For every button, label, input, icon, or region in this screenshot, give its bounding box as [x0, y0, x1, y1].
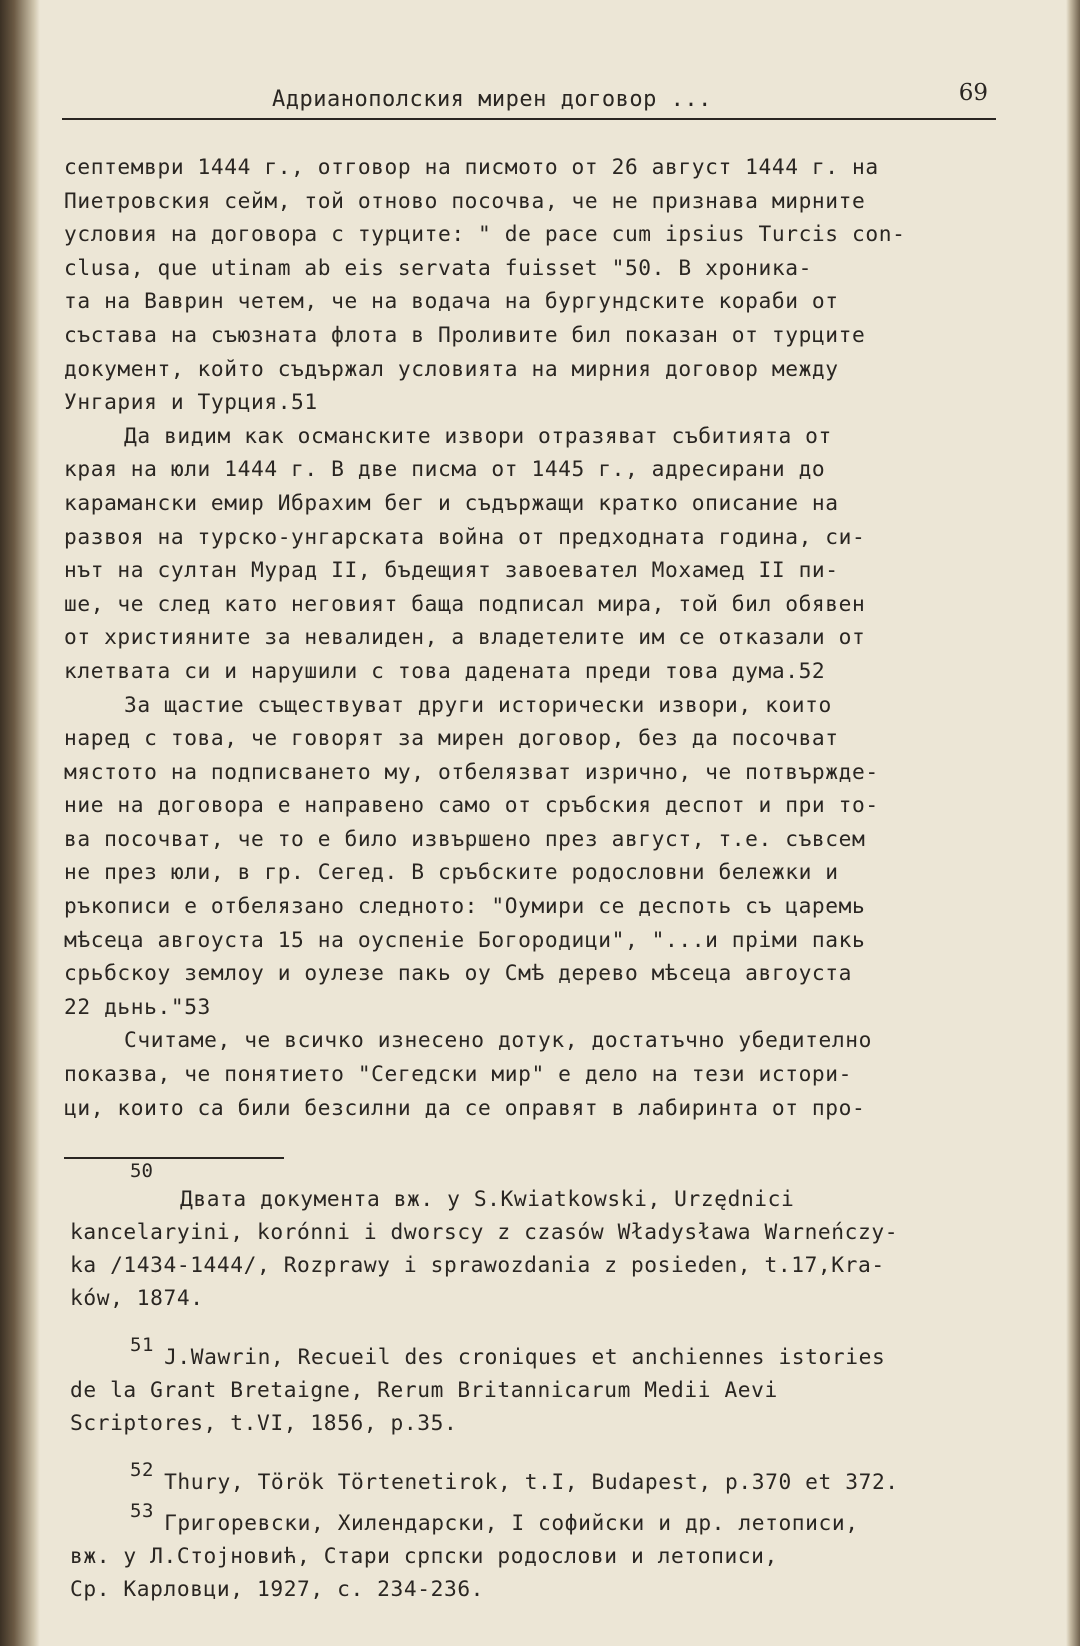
- footnote-53: [70, 1500, 1020, 1605]
- page-binding-shadow: [0, 0, 40, 1646]
- text-line: мястото на подписването му, отбелязват изрично, че потвържде-: [64, 758, 879, 784]
- text-line: карамански емир Ибрахим бег и съдържащи кратко описание на: [64, 489, 839, 515]
- footnotes: [70, 1160, 1020, 1605]
- text-line: клетвата си и нарушили с това дадената преди това дума.52: [64, 657, 826, 683]
- text-line: наред с това, че говорят за мирен договор, без да посочват: [64, 725, 839, 751]
- footnote-number: 50: [130, 1160, 153, 1182]
- text-line: Унгария и Турция.51: [64, 389, 318, 415]
- text-line: показва, че понятието "Сегедски мир" е дело на тези истори-: [64, 1061, 853, 1087]
- text-line: clusa, que utinam ab eis servata fuisset "50. В хроника-: [64, 254, 812, 280]
- footnote-line: Григоревски, Хилендарски, I софийски и др. летописи,: [164, 1510, 859, 1535]
- footnote-52: [70, 1459, 1020, 1498]
- text-line: ние на договора е направено само от сръбския деспот и при то-: [64, 792, 879, 818]
- text-line: септември 1444 г., отговор на писмото от 26 август 1444 г. на: [64, 154, 879, 179]
- text-line: ци, които са били безсилни да се оправят в лабиринта от про-: [64, 1094, 866, 1120]
- footnote-line: ka /1434-1444/, Rozprawy i sprawozdania z posieden, t.17,Kra-: [70, 1252, 885, 1277]
- text-line: края на юли 1444 г. В две писма от 1445 г., адресирани до: [64, 456, 826, 482]
- footnote-line: Scriptores, t.VI, 1856, p.35.: [70, 1410, 458, 1435]
- footnote-line: de la Grant Bretaigne, Rerum Britannicarum Medii Aevi: [70, 1377, 778, 1402]
- footnote-50: [70, 1160, 1020, 1314]
- footnote-line: Двата документа вж. у S.Kwiatkowski, Urzędnici: [180, 1186, 795, 1211]
- footnote-number: 53: [130, 1500, 155, 1522]
- text-line: нът на султан Мурад II, бъдещият завоевател Мохамед II пи-: [64, 557, 839, 583]
- footnote-number: 52: [130, 1459, 155, 1481]
- text-line: Да видим как османските извори отразяват събитията от: [124, 422, 832, 448]
- page-edge-shadow: [1066, 0, 1080, 1646]
- running-title: Адрианополския мирен договор ...: [272, 87, 712, 112]
- text-line: срьбскоу землоу и оулезе пакь оу Смѣ дерево мѣсеца авгоуста: [64, 960, 853, 986]
- footnote-51: [70, 1334, 1020, 1439]
- body-text: [64, 150, 1008, 1124]
- footnote-number: 51: [130, 1334, 155, 1356]
- text-line: ръкописи е отбелязано следното: "Оумири се деспоть съ царемь: [64, 893, 866, 919]
- running-head: [62, 80, 996, 120]
- text-line: не през юли, в гр. Сегед. В сръбските родословни бележки и: [64, 859, 839, 885]
- footnote-line: kancelaryini, korónni i dworscy z czasów Władysława Warneńczy-: [70, 1219, 899, 1244]
- text-line: та на Ваврин четем, че на водача на бургундските кораби от: [64, 288, 839, 314]
- text-line: Считаме, че всичко изнесено дотук, достатъчно убедително: [124, 1027, 872, 1053]
- text-line: ше, че след като неговият баща подписал мира, той бил обявен: [64, 590, 866, 616]
- text-line: документ, който съдържал условията на мирния договор между: [64, 355, 839, 381]
- footnote-separator: [64, 1157, 284, 1159]
- text-line: 22 дьнь."53: [64, 993, 211, 1019]
- text-line: Пиетровския сейм, той отново посочва, че не признава мирните: [64, 187, 866, 213]
- text-line: състава на съюзната флота в Проливите бил показан от турците: [64, 321, 866, 347]
- text-line: ва посочват, че то е било извършено през август, т.е. съвсем: [64, 825, 866, 851]
- text-line: развоя на турско-унгарската война от предходната година, си-: [64, 523, 866, 549]
- footnote-line: вж. у Л.Стојновић, Стари српски родослови и летописи,: [70, 1543, 778, 1568]
- footnote-line: J.Wawrin, Recueil des croniques et anchiennes istories: [164, 1344, 886, 1369]
- text-line: условия на договора с турците: " de pace cum ipsius Turcis con-: [64, 221, 906, 247]
- text-line: За щастие съществуват други исторически извори, които: [124, 691, 832, 717]
- footnote-line: Ср. Карловци, 1927, с. 234-236.: [70, 1576, 485, 1601]
- footnote-line: ków, 1874.: [70, 1285, 204, 1310]
- page-number: 69: [958, 80, 988, 106]
- footnote-line: Thury, Török Törtenetirok, t.I, Budapest, p.370 et 372.: [164, 1469, 899, 1494]
- header-rule: [62, 118, 996, 120]
- text-line: мѣсеца авгоуста 15 на оуспеніе Богородици", "...и пріми пакь: [64, 926, 866, 952]
- text-line: от християните за невалиден, а владетелите им се отказали от: [64, 624, 866, 650]
